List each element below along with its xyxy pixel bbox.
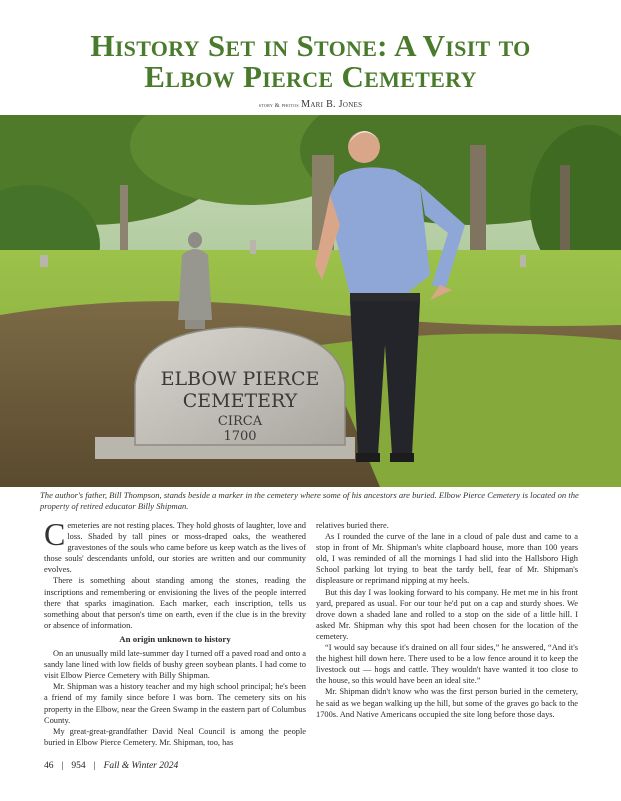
footer-separator-2: | (93, 761, 96, 771)
body-column-right (316, 520, 578, 720)
byline-author: Mari B. Jones (301, 99, 363, 110)
section-heading: An origin unknown to history (119, 633, 231, 644)
marker-text-4: 1700 (223, 429, 257, 444)
paragraph-6: relatives buried there. (316, 521, 389, 530)
drop-cap: C (44, 516, 66, 552)
paragraph-4: Mr. Shipman was a history teacher and my high school principal; he's been a friend of my family since before I was born. The cemetery sits on his property in the Elbow, near the Green Swamp in the eastern part of Columbus County. (44, 682, 306, 725)
marker-text-2: CEMETERY (182, 390, 298, 412)
paragraph-7: As I rounded the curve of the lane in a cloud of pale dust and came to a stop in front of Mr. Shipman's white clapboard house, more than 100 years old, I was reminded of all the mornings I had slid into the Hallsboro High School parking lot trying to beat the tardy bell, fear of Mr. Shipman's displeasure or reprimand nipping at my heels. (316, 532, 578, 586)
page-footer (44, 761, 178, 771)
marker-text-3: CIRCA (217, 414, 263, 429)
paragraph-2: There is something about standing among the stones, reading the inscriptions and remembering or envisioning the lives of the people interred there that sparks imagination. Each marker, each inscription, tells us something about that person's time on earth, even if the clue is in the brevity or absence of information. (44, 576, 306, 630)
issue-name: Fall & Winter 2024 (103, 761, 179, 771)
byline-label: story & photos (258, 103, 299, 109)
article-title (0, 30, 621, 92)
paragraph-1 (44, 516, 306, 575)
photo-caption: The author's father, Bill Thompson, stands beside a marker in the cemetery where some of his ancestors are buried. Elbow Pierce Cemetery is located on the property of retired educator Billy Shipman. (40, 490, 579, 511)
page-number: 46 (44, 761, 54, 771)
title-line-2: Elbow Pierce Cemetery (144, 59, 477, 94)
magazine-name: 954 (71, 761, 86, 771)
byline (0, 99, 621, 110)
paragraph-8: But this day I was looking forward to his company. He met me in his front yard, prepared as usual. For our tour he'd put on a cap and sturdy shoes. We drove down a shaded lane and rolled to a stop on the side of a little hill. I asked Mr. Shipman why this spot had been chosen for the location of the cemetery. (316, 587, 578, 641)
paragraph-3: On an unusually mild late-summer day I turned off a paved road and onto a sandy lane lined with low fields of bushy green soybean plants. I had come to visit Elbow Pierce Cemetery with Billy Shipman. (44, 649, 306, 681)
photo-illustration (0, 115, 621, 487)
paragraph-9: “I would say because it's drained on all four sides,” he answered, “And it's the highest hill down here. There used to be a low fence around it to keep the livestock out — hogs and cattle. They wouldn't have wanted it too close to the house, so this would have been an ideal site.” (316, 643, 578, 686)
paragraph-10: Mr. Shipman didn't know who was the first person buried in the cemetery, he said as we began walking up the hill, but some of the graves go back to the 1700s. And Native Americans occupied the site long before those days. (316, 687, 578, 719)
title-line-1: History Set in Stone: A Visit to (90, 28, 531, 63)
footer-separator-1: | (61, 761, 64, 771)
paragraph-5: My great-great-grandfather David Neal Council is among the people buried in Elbow Pierce Cemetery. Mr. Shipman, too, has (44, 726, 306, 747)
body-column-left (44, 516, 306, 748)
cemetery-photo (0, 115, 621, 487)
paragraph-1-text: emeteries are not resting places. They hold ghosts of laughter, love and loss. Shaded by tall pines or moss-draped oaks, the weathered gravestones of the souls who came before us keep watch as the lives of those souls' descendants unfold, our stories are written and our community evolves. (44, 521, 306, 575)
marker-text-1: ELBOW PIERCE (160, 368, 320, 390)
